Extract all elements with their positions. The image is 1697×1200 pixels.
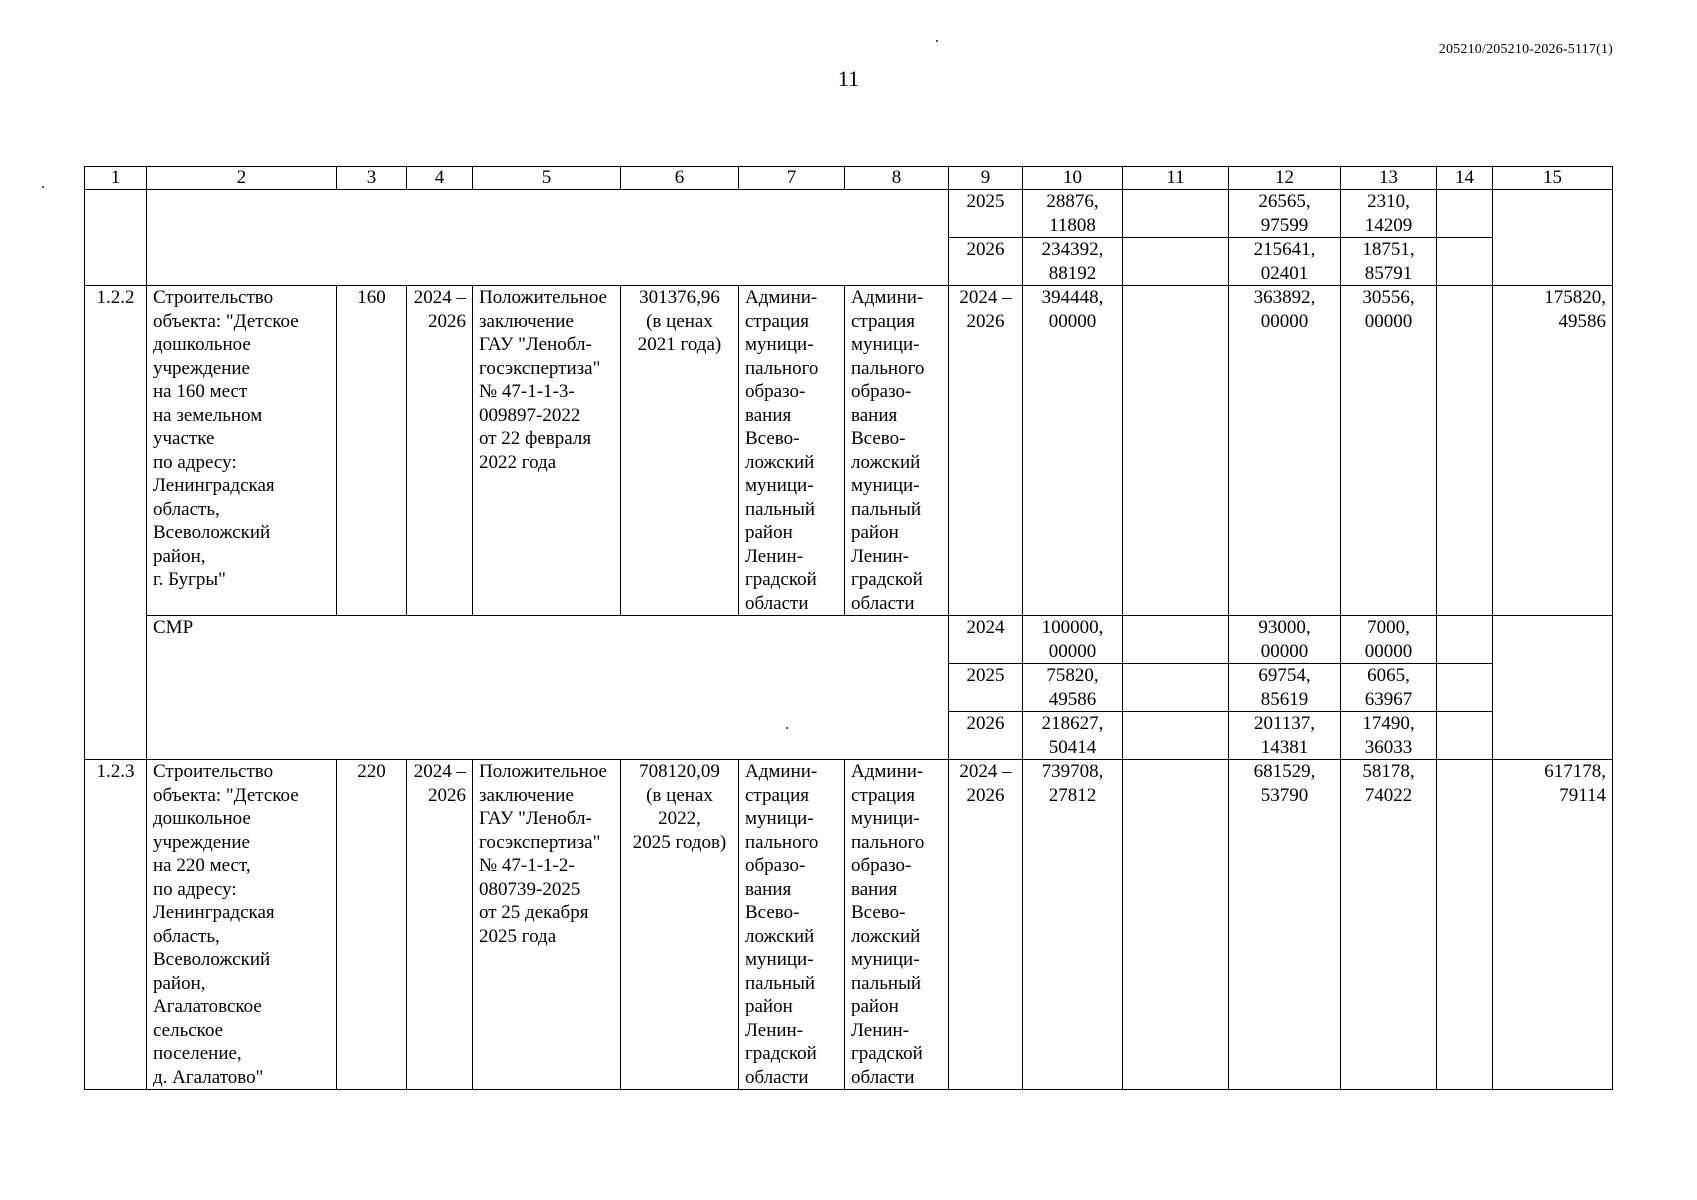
object-name: Строительство объекта: "Детское дошкольное учреждение на 220 мест, по адресу: Ленинградская область, Всеволожский район, Агалатовское сельское поселение, д. Агалатово" — [147, 760, 337, 1090]
column-header: 4 — [407, 167, 473, 190]
page-number: 11 — [837, 66, 860, 91]
empty-cell — [1123, 760, 1229, 1090]
table-row — [85, 760, 1613, 1090]
empty-cell — [147, 190, 949, 286]
column-header: 1 — [85, 167, 147, 190]
empty-cell — [1493, 190, 1613, 286]
item-number: 1.2.3 — [85, 760, 147, 1090]
total-cell: 234392, 88192 — [1023, 238, 1123, 286]
column-header: 6 — [621, 167, 739, 190]
empty-cell — [1437, 760, 1493, 1090]
value-cell: 26565, 97599 — [1229, 190, 1341, 238]
value-cell: 6065, 63967 — [1341, 664, 1437, 712]
cost-cell: 708120,09 (в ценах 2022, 2025 годов) — [621, 760, 739, 1090]
total-cell: 75820, 49586 — [1023, 664, 1123, 712]
empty-cell — [1123, 286, 1229, 616]
column-header: 10 — [1023, 167, 1123, 190]
total-cell: 100000, 00000 — [1023, 616, 1123, 664]
expertise-cell: Положительное заключение ГАУ "Ленобл- госэкспертиза" № 47-1-1-3- 009897-2022 от 22 февраля 2022 года — [473, 286, 621, 616]
column-header: 5 — [473, 167, 621, 190]
value-cell: 2310, 14209 — [1341, 190, 1437, 238]
empty-cell — [1437, 190, 1493, 238]
empty-cell — [1123, 712, 1229, 760]
total-cell: 739708, 27812 — [1023, 760, 1123, 1090]
empty-cell — [1123, 238, 1229, 286]
value-cell: 7000, 00000 — [1341, 616, 1437, 664]
empty-cell — [1123, 664, 1229, 712]
capacity-cell: 160 — [337, 286, 407, 616]
developer-cell: Админи- страция муници- пального образо- вания Всево- ложский муници- пальный район Ленин- градской области — [845, 286, 949, 616]
empty-cell — [1437, 664, 1493, 712]
smr-label: СМР — [147, 616, 949, 760]
empty-cell — [1437, 286, 1493, 616]
total-cell: 28876, 11808 — [1023, 190, 1123, 238]
year-cell: 2024 – 2026 — [949, 760, 1023, 1090]
year-cell: 2024 — [949, 616, 1023, 664]
value-cell: 617178, 79114 — [1493, 760, 1613, 1090]
empty-cell — [1437, 238, 1493, 286]
document-number: 205210/205210-2026-5117(1) — [1438, 42, 1613, 57]
column-header: 14 — [1437, 167, 1493, 190]
developer-cell: Админи- страция муници- пального образо- вания Всево- ложский муници- пальный район Ленин- градской области — [845, 760, 949, 1090]
cost-cell: 301376,96 (в ценах 2021 года) — [621, 286, 739, 616]
column-header: 13 — [1341, 167, 1437, 190]
empty-cell — [1493, 616, 1613, 760]
column-header: 9 — [949, 167, 1023, 190]
customer-cell: Админи- страция муници- пального образо- вания Всево- ложский муници- пальный район Ленин- градской области — [739, 760, 845, 1090]
value-cell: 215641, 02401 — [1229, 238, 1341, 286]
value-cell: 681529, 53790 — [1229, 760, 1341, 1090]
value-cell: 69754, 85619 — [1229, 664, 1341, 712]
value-cell: 17490, 36033 — [1341, 712, 1437, 760]
empty-cell — [85, 190, 147, 286]
empty-cell — [1123, 190, 1229, 238]
column-header: 12 — [1229, 167, 1341, 190]
table-header-row — [85, 167, 1613, 190]
scan-speck — [42, 186, 44, 188]
column-header: 2 — [147, 167, 337, 190]
value-cell: 201137, 14381 — [1229, 712, 1341, 760]
value-cell: 30556, 00000 — [1341, 286, 1437, 616]
year-cell: 2026 — [949, 712, 1023, 760]
table-row — [85, 616, 1613, 664]
column-header: 8 — [845, 167, 949, 190]
column-header: 3 — [337, 167, 407, 190]
object-name: Строительство объекта: "Детское дошкольное учреждение на 160 мест на земельном участке по адресу: Ленинградская область, Всеволожский район, г. Бугры" — [147, 286, 337, 616]
table-row — [85, 190, 1613, 238]
column-header: 11 — [1123, 167, 1229, 190]
program-table — [84, 166, 1613, 1090]
year-cell: 2025 — [949, 190, 1023, 238]
capacity-cell: 220 — [337, 760, 407, 1090]
year-cell: 2026 — [949, 238, 1023, 286]
empty-cell — [1123, 616, 1229, 664]
value-cell: 58178, 74022 — [1341, 760, 1437, 1090]
empty-cell — [1437, 712, 1493, 760]
value-cell: 363892, 00000 — [1229, 286, 1341, 616]
column-header: 7 — [739, 167, 845, 190]
expertise-cell: Положительное заключение ГАУ "Ленобл- госэкспертиза" № 47-1-1-2- 080739-2025 от 25 декабря 2025 года — [473, 760, 621, 1090]
period-cell: 2024 – 2026 — [407, 286, 473, 616]
total-cell: 394448, 00000 — [1023, 286, 1123, 616]
column-header: 15 — [1493, 167, 1613, 190]
customer-cell: Админи- страция муници- пального образо- вания Всево- ложский муници- пальный район Ленин- градской области — [739, 286, 845, 616]
item-number: 1.2.2 — [85, 286, 147, 760]
year-cell: 2024 – 2026 — [949, 286, 1023, 616]
value-cell: 175820, 49586 — [1493, 286, 1613, 616]
value-cell: 93000, 00000 — [1229, 616, 1341, 664]
table-row — [85, 286, 1613, 616]
empty-cell — [1437, 616, 1493, 664]
scan-speck — [936, 40, 938, 42]
year-cell: 2025 — [949, 664, 1023, 712]
period-cell: 2024 – 2026 — [407, 760, 473, 1090]
total-cell: 218627, 50414 — [1023, 712, 1123, 760]
value-cell: 18751, 85791 — [1341, 238, 1437, 286]
